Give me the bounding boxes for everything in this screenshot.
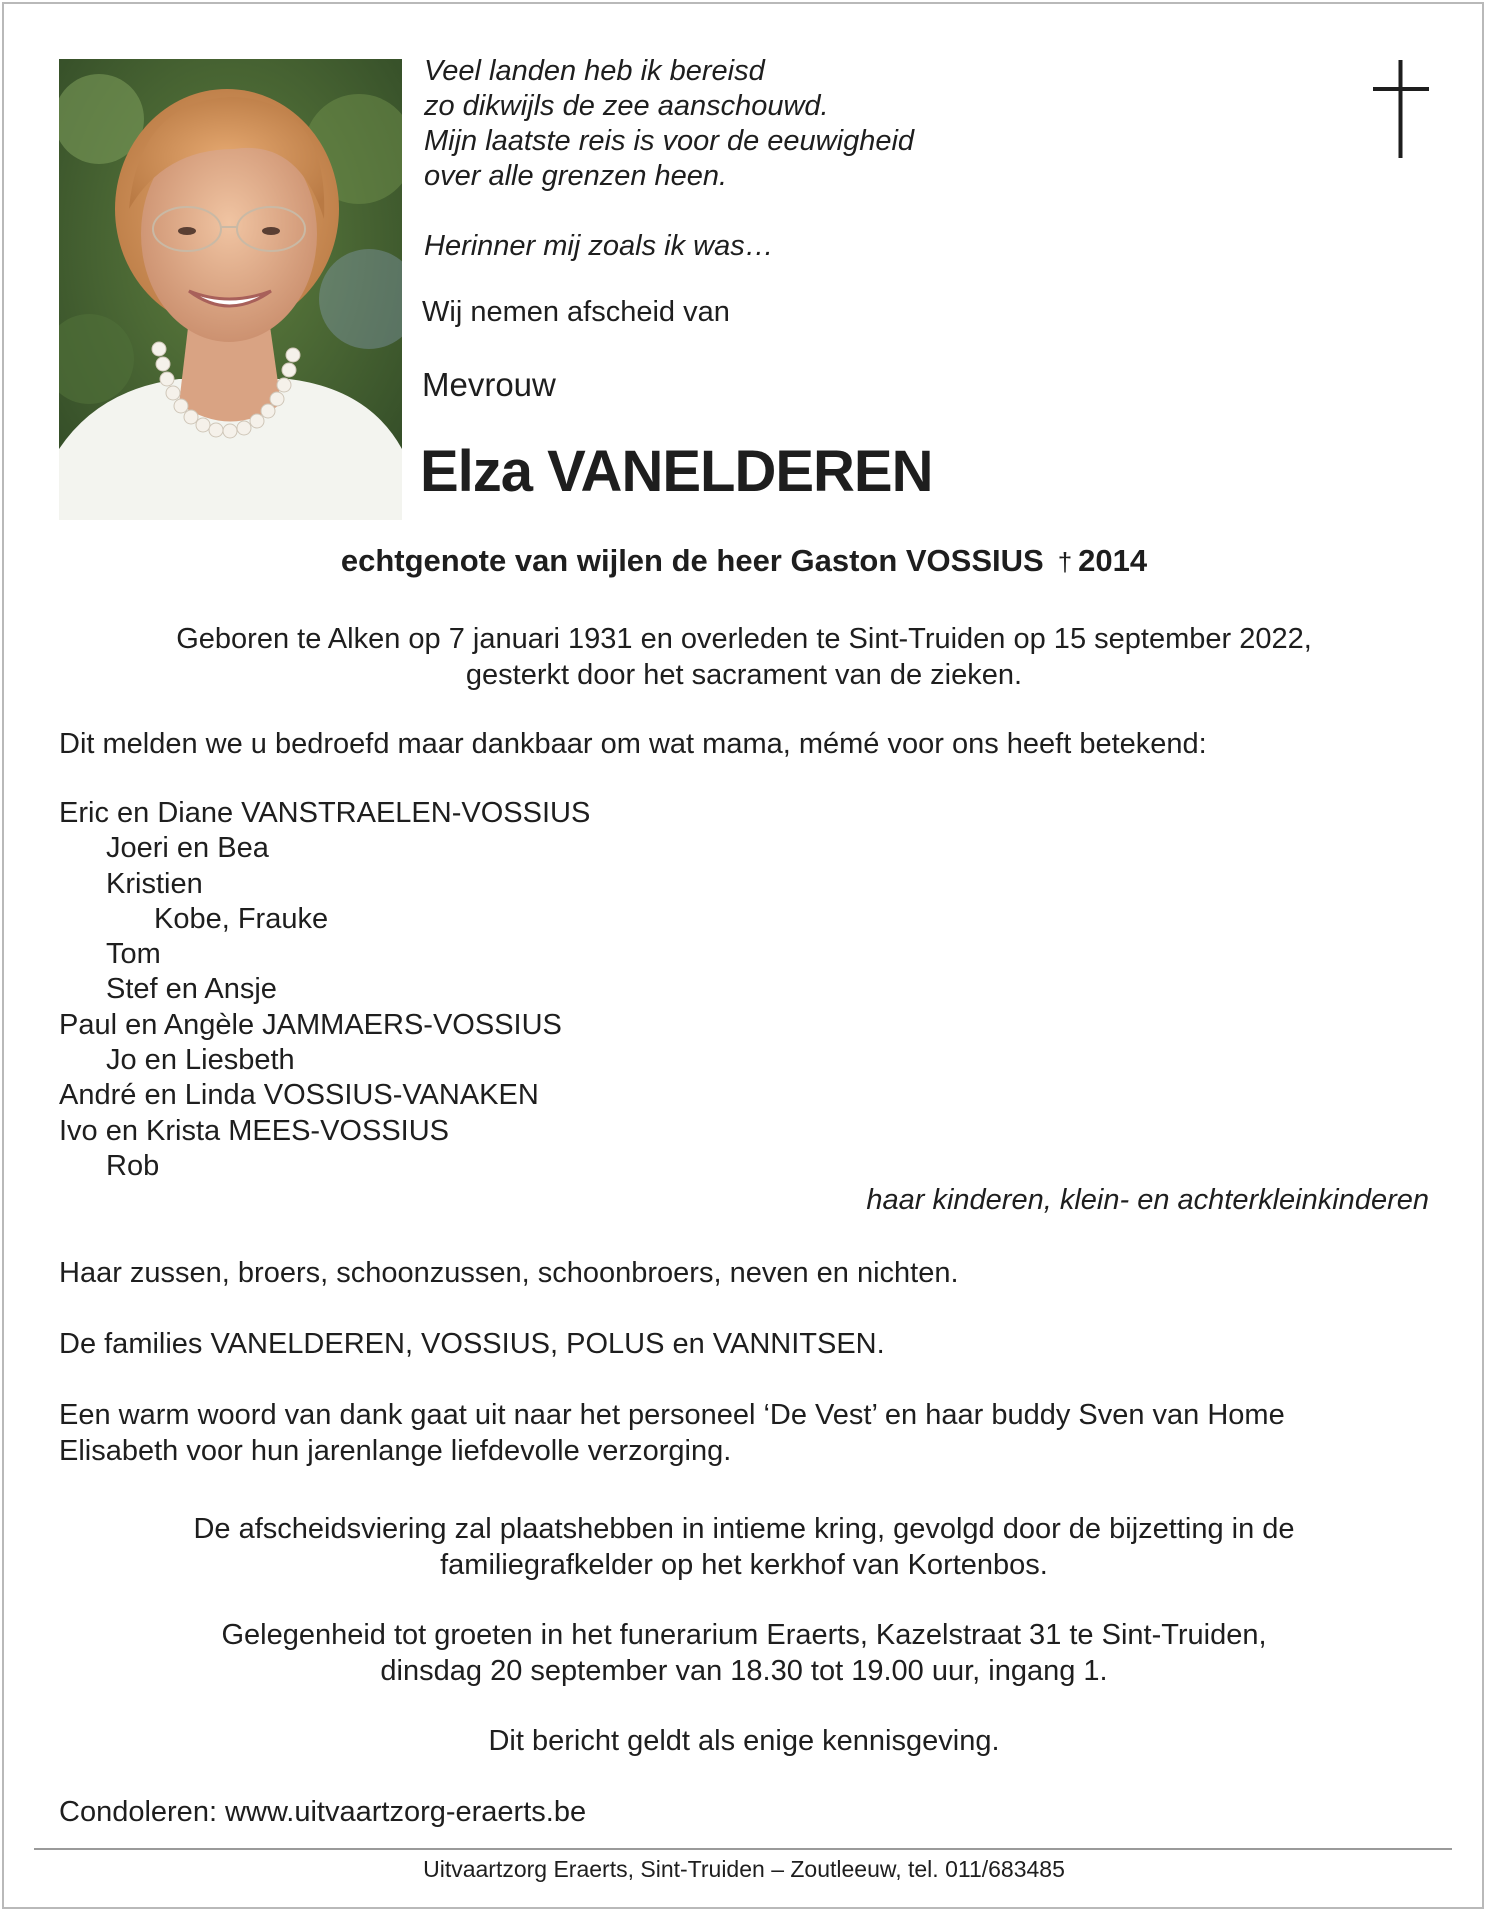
family-member: Jo en Liesbeth	[106, 1044, 295, 1077]
family-member: Tom	[106, 938, 161, 971]
ceremony	[0, 1511, 1488, 1583]
footer: Uitvaartzorg Eraerts, Sint-Truiden – Zoutleeuw, tel. 011/683485	[423, 1856, 1065, 1882]
family-member: Ivo en Krista MEES-VOSSIUS	[59, 1114, 450, 1147]
poem-remember: Herinner mij zoals ik was…	[424, 230, 774, 262]
deceased-name: Elza VANELDEREN	[420, 439, 933, 504]
family-member: André en Linda VOSSIUS-VANAKEN	[59, 1079, 539, 1112]
poem-line: Veel landen heb ik bereisd	[424, 55, 765, 87]
spouse-text: echtgenote van wijlen de heer Gaston VOSSIUS	[340, 543, 1044, 578]
poem-line: over alle grenzen heen.	[424, 160, 728, 192]
cross-icon	[1373, 60, 1429, 165]
birth-death-line: gesterkt door het sacrament van de zieken.	[465, 659, 1023, 691]
family-member: Kobe, Frauke	[154, 902, 329, 935]
portrait-photo	[59, 59, 402, 520]
visitation-line: dinsdag 20 september van 18.30 tot 19.00 uur, ingang 1.	[380, 1655, 1108, 1687]
visitation-line: Gelegenheid tot groeten in het funerarium Eraerts, Kazelstraat 31 te Sint-Truiden,	[221, 1619, 1267, 1651]
intro-text: Wij nemen afscheid van	[422, 296, 730, 328]
salutation: Mevrouw	[422, 366, 556, 403]
spouse-year: 2014	[1078, 543, 1148, 578]
family-member: Joeri en Bea	[106, 832, 269, 865]
family-member: Eric en Diane VANSTRAELEN-VOSSIUS	[59, 797, 591, 829]
ceremony-line: De afscheidsviering zal plaatshebben in intieme kring, gevolgd door de bijzetting in de	[193, 1513, 1295, 1545]
poem	[424, 54, 914, 194]
poem-line: Mijn laatste reis is voor de eeuwigheid	[424, 125, 915, 157]
thanks-line: Elisabeth voor hun jarenlange liefdevolle verzorging.	[59, 1435, 732, 1467]
message: Dit melden we u bedroefd maar dankbaar om wat mama, mémé voor ons heeft betekend:	[59, 728, 1207, 760]
family-member: Rob	[106, 1149, 160, 1182]
family-signature: haar kinderen, klein- en achterkleinkinderen	[866, 1184, 1429, 1216]
relatives: Haar zussen, broers, schoonzussen, schoonbroers, neven en nichten.	[59, 1257, 959, 1289]
thanks	[59, 1397, 1285, 1469]
ceremony-line: familiegrafkelder op het kerkhof van Kortenbos.	[440, 1549, 1048, 1581]
poem-line: zo dikwijls de zee aanschouwd.	[424, 90, 829, 122]
families: De families VANELDEREN, VOSSIUS, POLUS en VANNITSEN.	[59, 1328, 885, 1360]
dagger-icon: †	[1057, 547, 1073, 577]
thanks-line: Een warm woord van dank gaat uit naar het personeel ‘De Vest’ en haar buddy Sven van Home	[59, 1399, 1285, 1431]
notice: Dit bericht geldt als enige kennisgeving.	[488, 1725, 1000, 1757]
visitation	[0, 1617, 1488, 1689]
family-member: Paul en Angèle JAMMAERS-VOSSIUS	[59, 1008, 562, 1041]
spouse-line	[0, 543, 1488, 579]
birth-death	[0, 621, 1488, 693]
family-member: Stef en Ansje	[106, 973, 277, 1006]
family-member: Kristien	[106, 867, 203, 900]
family-list	[59, 796, 590, 1184]
footer-divider	[34, 1848, 1452, 1850]
birth-death-line: Geboren te Alken op 7 januari 1931 en overleden te Sint-Truiden op 15 september 2022,	[176, 623, 1312, 655]
condolences: Condoleren: www.uitvaartzorg-eraerts.be	[59, 1796, 587, 1828]
